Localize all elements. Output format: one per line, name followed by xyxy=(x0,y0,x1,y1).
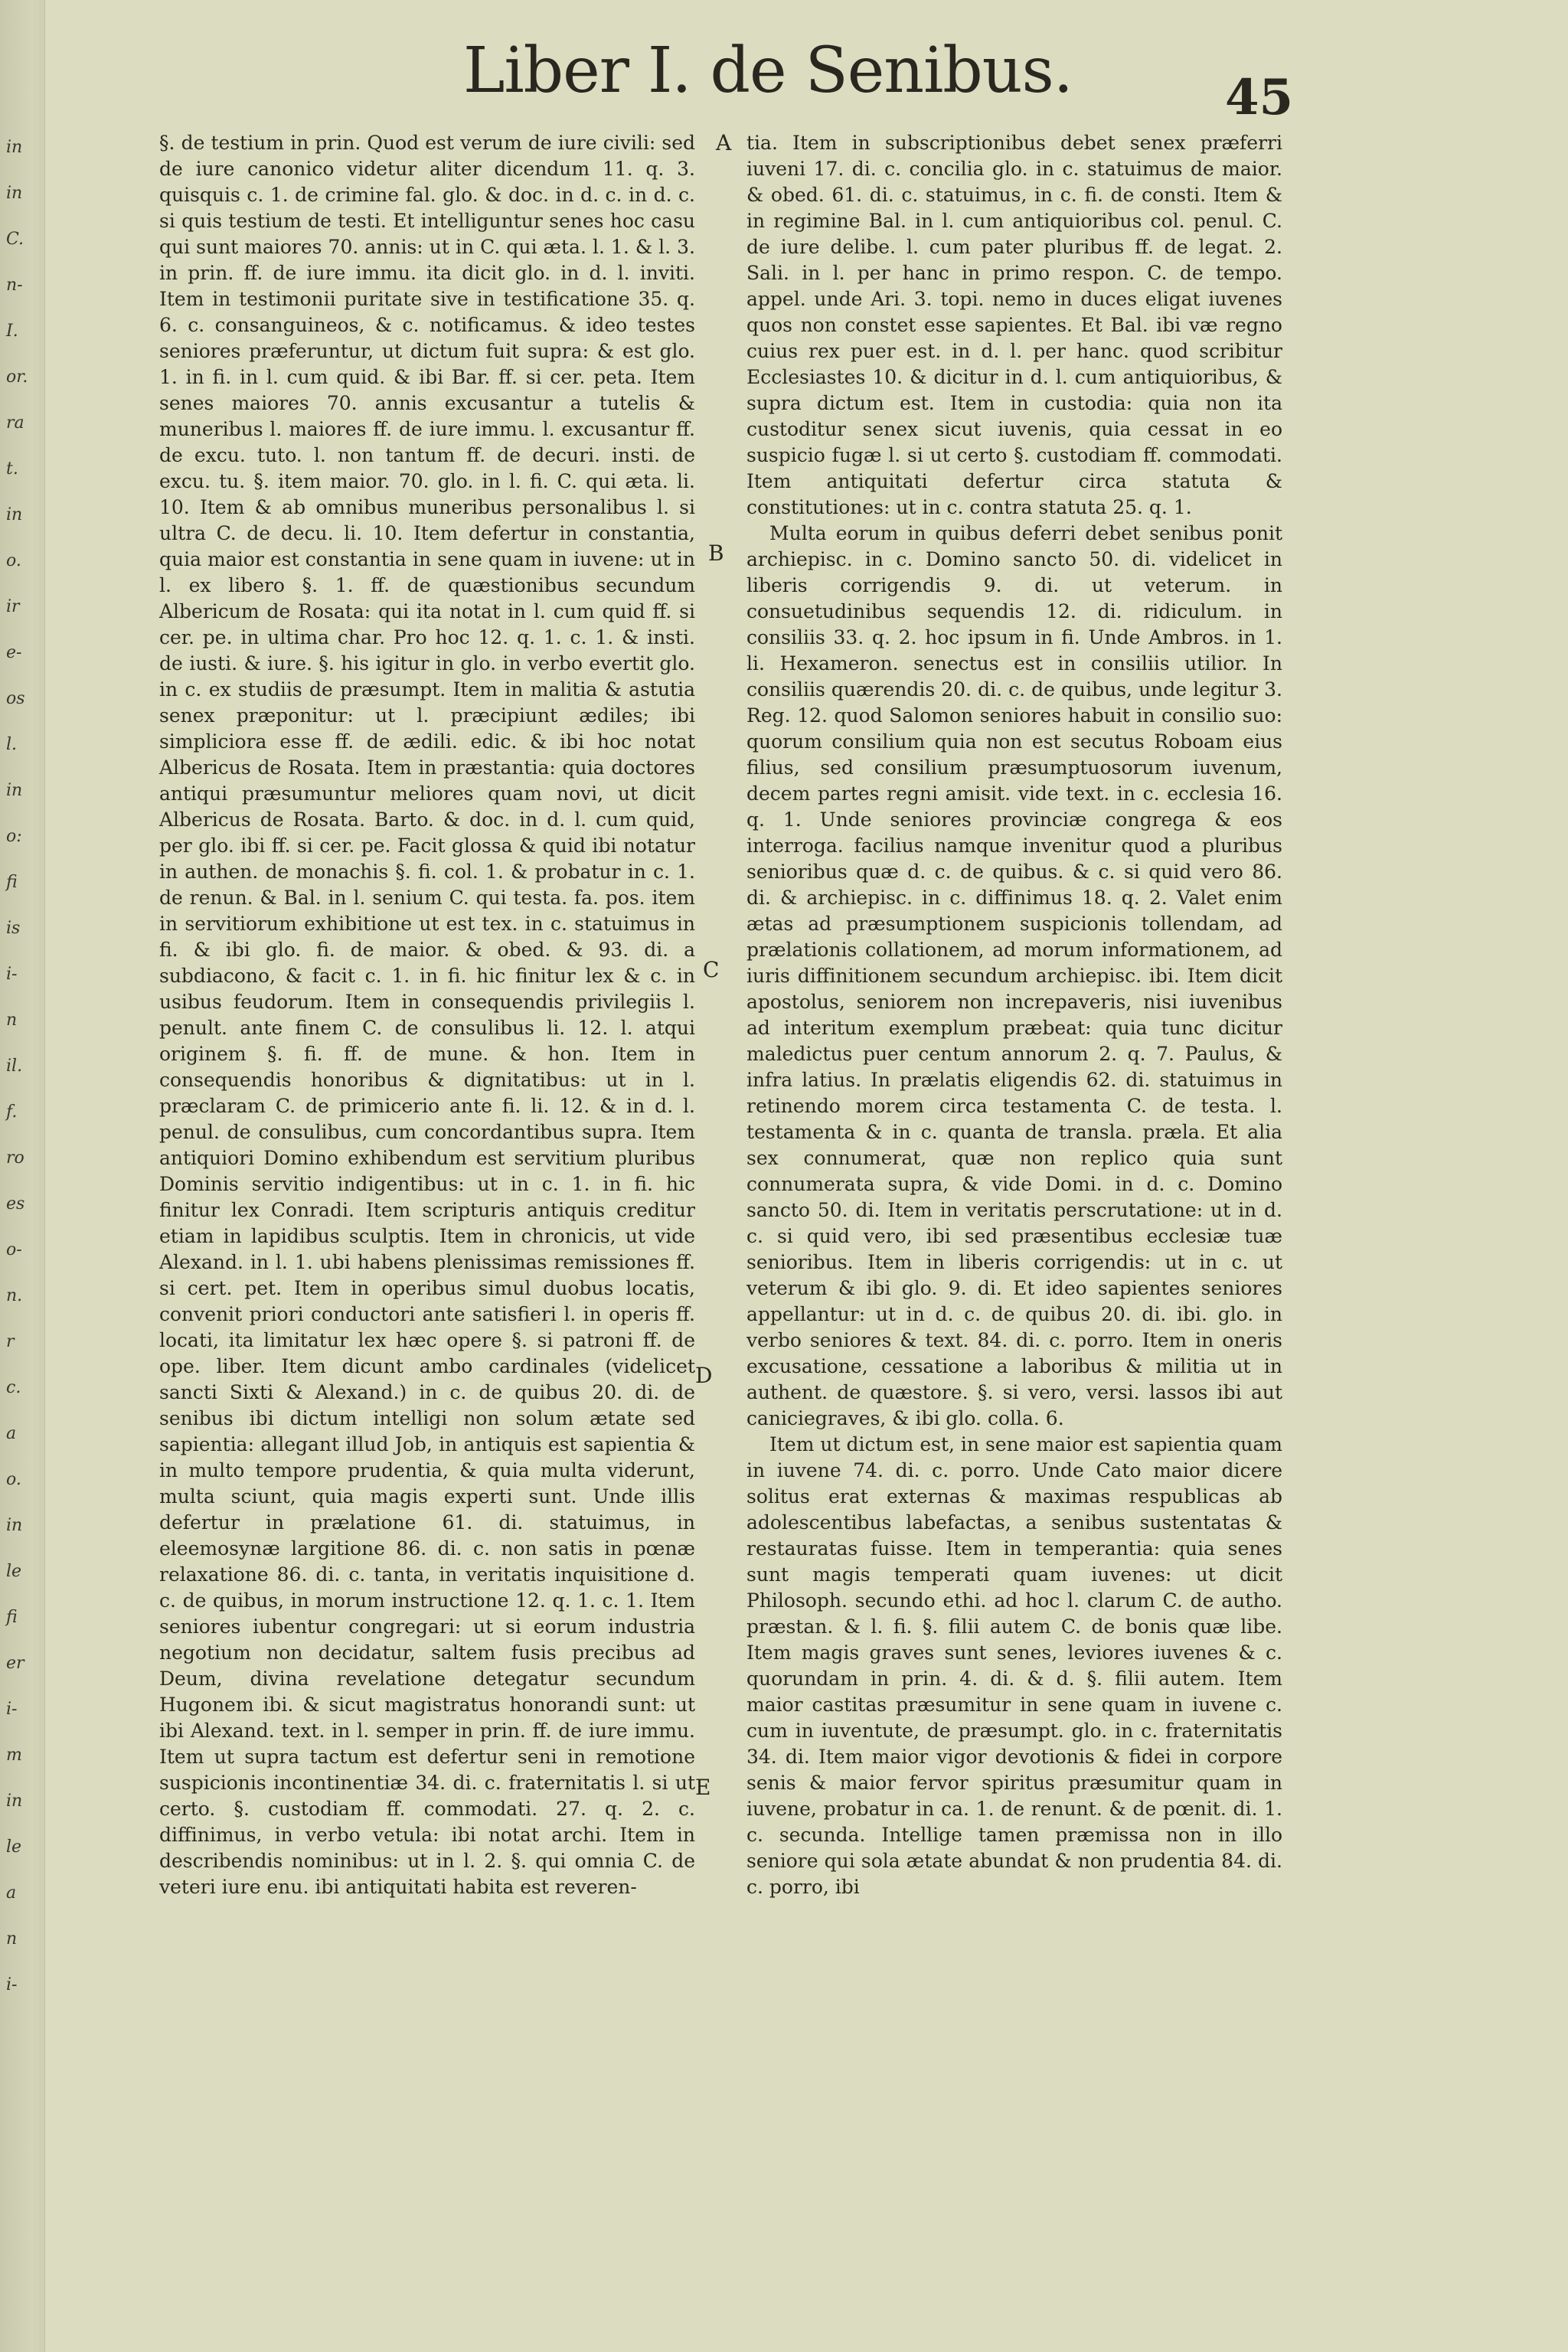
gutter-fragment: in xyxy=(6,1516,23,1535)
left-paragraph-1: §. de testium in prin. Quod est verum de iure civili: sed de iure canonico videtur aliter dicendum 11. q. 3. quisquis c. 1. de crimine fal. glo. & doc. in d. c. in d. c. si quis testium de testi. Et intelliguntur senes hoc casu qui sunt maiores 70. annis: ut in C. qui æta. l. 1. & l. 3. in prin. ff. de iure immu. ita dicit glo. in d. l. inviti. Item in testimonii puritate sive in testificatione 35. q. 6. c. consanguineos, & c. notificamus. & ideo testes seniores præferuntur, ut dictum fuit supra: & est glo. 1. in fi. in l. cum quid. & ibi Bar. ff. si cer. peta. Item senes maiores 70. annis excusantur a tutelis & muneribus l. maiores ff. de iure immu. l. excusantur ff. de excu. tuto. l. non tantum ff. de decuri. insti. de excu. tu. §. item maior. 70. glo. in l. fi. C. qui æta. li. 10. Item & ab omnibus muneribus personalibus l. si ultra C. de decu. li. 10. Item defertur in constantia, quia maior est constantia in sene quam in iuvene: ut in l. ex libero §. 1. ff. de quæstionibus secundum Albericum de Rosata: qui ita notat in l. cum quid ff. si cer. pe. in ultima char. Pro hoc 12. q. 1. c. 1. & insti. de iusti. & iure. §. his igitur in glo. in verbo evertit glo. in c. ex studiis de præsumpt. Item in malitia & astutia senex præponitur: ut l. præcipiunt ædiles; ibi simpliciora esse ff. de ædili. edic. & ibi hoc notat Albericus de Rosata. Item in præstantia: quia doctores antiqui præsumuntur meliores quam novi, ut dicit Albericus de Rosata. Barto. & doc. in d. l. cum quid, per glo. ibi ff. si cer. pe. Facit glossa & quid ibi notatur in authen. de monachis §. fi. col. 1. & probatur in c. 1. de renun. & Bal. in l. senium C. qui testa. fa. pos. item in servitiorum exhibitione ut est tex. in c. statuimus in fi. & ibi glo. fi. de maior. & obed. & 93. di. a subdiacono, & facit c. 1. in fi. hic finitur lex & c. in usibus feudorum. Item in consequendis privilegiis l. penult. ante finem C. de consulibus li. 12. l. atqui originem §. fi. ff. de mune. & hon. Item in consequendis honoribus & dignitatibus: ut in l. præclaram C. de primicerio ante fi. li. 12. & in d. l. penul. de consulibus, cum concordantibus supra. Item antiquiori Domino exhibendum est servitium pluribus Dominis servitio indigentibus: ut in c. 1. in fi. hic finitur lex Conradi. Item scripturis antiquis creditur etiam in lapidibus sculptis. Item in chronicis, ut vide Alexand. in l. 1. ubi habens plenissimas remissiones ff. si cert. pet. Item in operibus simul duobus locatis, convenit priori conductori ante satisfieri l. in operis ff. locati, ita limitatur lex hæc opere §. si patroni ff. de ope. liber. Item dicunt ambo cardinales (videlicet sancti Sixti & Alexand.) in c. de quibus 20. di. de senibus ibi dictum intelligi non solum ætate sed sapientia: allegant illud Job, in antiquis est sapientia & in multo tempore prudentia, & quia multa viderunt, multa sciunt, quia magis experti sunt. Unde illis defertur in prælatione 61. di. statuimus, in eleemosynæ largitione 86. di. c. non satis in pœnæ relaxatione 86. di. c. tanta, in veritatis inquisitione d. c. de quibus, in morum instructione 12. q. 1. c. 1. Item seniores iubentur congregari: ut si eorum industria negotium non decidatur, saltem fusis precibus ad Deum, divina revelatione detegatur secundum Hugonem ibi. & sicut magistratus honorandi sunt: ut ibi Alexand. text. in l. semper in prin. ff. de iure immu. Item ut supra tactum est defertur seni in remotione suspicionis incontinentiæ 34. di. c. fraternitatis l. si ut certo. §. custodiam ff. commodati. 27. q. 2. c. diffinimus, in verbo vetula: ibi notat archi. Item in describendis nominibus: ut in l. 2. §. qui omnia C. de veteri iure enu. ibi antiquitati habita est reveren- xyxy=(159,132,695,1898)
right-paragraph-3: Item ut dictum est, in sene maior est sapientia quam in iuvene 74. di. c. porro. Unde Cato maior dicere solitus erat externas & maximas respublicas ab adolescentibus labefactas, a senibus sustentatas & restauratas fuisse. Item in temperantia: quia senes sunt magis temperati quam iuvenes: ut dicit Philosoph. secundo ethi. ad hoc l. clarum C. de autho. præstan. & l. fi. §. filii autem C. de bonis quæ libe. Item magis graves sunt senes, leviores iuvenes & c. quorundam in prin. 4. di. & d. §. filii autem. Item maior castitas præsumitur in sene quam in iuvene c. cum in iuventute, de præsumpt. glo. in c. fraternitatis 34. di. Item maior vigor devotionis & fidei in corpore senis & maior fervor spiritus præsumitur quam in iuvene, probatur in ca. 1. de renunt. & de pœnit. di. 1. c. secunda. Intellige tamen præmissa non in illo seniore qui sola ætate abundat & non prudentia 84. di. c. porro, ibi xyxy=(746,1433,1282,1898)
gutter-fragment: il. xyxy=(6,1057,23,1076)
adjacent-page-gutter xyxy=(0,0,45,2352)
gutter-fragment: ra xyxy=(6,413,24,433)
section-marker-d: D xyxy=(695,1363,713,1388)
gutter-fragment: er xyxy=(6,1654,24,1673)
section-marker-b: B xyxy=(708,541,724,566)
section-marker-c: C xyxy=(703,957,720,982)
gutter-fragment: e- xyxy=(6,643,22,662)
running-title: Liber I. de Senibus. xyxy=(463,34,1073,107)
gutter-fragment: m xyxy=(6,1746,22,1765)
gutter-fragment: c. xyxy=(6,1378,21,1397)
gutter-fragment: fi xyxy=(6,1608,18,1627)
gutter-fragment: l. xyxy=(6,735,18,754)
section-marker-a: A xyxy=(716,130,732,155)
right-paragraph-2: Multa eorum in quibus deferri debet senibus ponit archiepisc. in c. Domino sancto 50. di. videlicet in liberis corrigendis 9. di. ut veterum. in consuetudinibus sequendis 12. di. ridiculum. in consiliis 33. q. 2. hoc ipsum in fi. Unde Ambros. in 1. li. Hexameron. senectus est in consiliis utilior. In consiliis quærendis 20. di. c. de quibus, unde legitur 3. Reg. 12. quod Salomon seniores habuit in consilio suo: quorum consilium quia non est secutus Roboam eius filius, sed consilium præsumptuosorum iuvenum, decem partes regni amisit. vide text. in c. ecclesia 16. q. 1. Unde seniores provinciæ congrega & eos interroga. facilius namque invenitur quod a pluribus senioribus quæ d. c. de quibus. & c. si quid vero 86. di. & archiepisc. in c. diffinimus 18. q. 2. Valet enim ætas ad præsumptionem suspicionis tollendam, ad prælationis collationem, ad morum informationem, ad iuris diffinitionem secundum archiepisc. ibi. Item dicit apostolus, seniorem non increpaveris, nisi iuvenibus ad interitum exemplum præbeat: quia tunc dicitur maledictus puer centum annorum 2. q. 7. Paulus, & infra latius. In prælatis eligendis 62. di. statuimus in retinendo morem circa testamenta C. de testa. l. testamenta & in c. quanta de transla. præla. Et alia sex connumerat, quæ non replico quia sunt connumerata supra, & vide Domi. in d. c. Domino sancto 50. di. Item in veritatis perscrutatione: ut in d. c. si quid vero, ibi sed præsentibus ecclesiæ tuæ senioribus. Item in liberis corrigendis: ut in c. ut veterum & ibi glo. 9. di. Et ideo sapientes seniores appellantur: ut in d. c. de quibus 20. di. ibi. glo. in verbo seniores & text. 84. di. c. porro. Item in oneris excusatione, cessatione a laboribus & militia ut in authent. de quæstore. §. si vero, versi. lassos ibi aut caniciegraves, & ibi glo. colla. 6. xyxy=(746,522,1282,1429)
gutter-fragment: o. xyxy=(6,1470,21,1489)
gutter-fragment: in xyxy=(6,781,23,800)
gutter-fragment: in xyxy=(6,184,23,203)
gutter-fragment: ir xyxy=(6,597,20,616)
gutter-fragment: i- xyxy=(6,965,18,984)
section-marker-e: E xyxy=(695,1775,711,1800)
gutter-fragment: le xyxy=(6,1838,22,1857)
gutter-fragment: o: xyxy=(6,827,22,846)
gutter-fragment: os xyxy=(6,689,25,708)
gutter-fragment: es xyxy=(6,1194,25,1214)
gutter-fragment: t. xyxy=(6,459,18,479)
gutter-fragment: n xyxy=(6,1929,18,1949)
right-paragraph-1: tia. Item in subscriptionibus debet senex præferri iuveni 17. di. c. concilia glo. in c. statuimus de maior. & obed. 61. di. c. statuimus, in c. fi. de consti. Item & in regimine Bal. in l. cum antiquioribus col. penul. C. de iure delibe. l. cum pater pluribus ff. de legat. 2. Sali. in l. per hanc in primo respon. C. de tempo. appel. unde Ari. 3. topi. nemo in duces eligat iuvenes quos non constet esse sapientes. Et Bal. ibi væ regno cuius rex puer est. in d. l. per hanc. quod scribitur Ecclesiastes 10. & dicitur in d. l. cum antiquioribus, & supra dictum est. Item in custodia: quia non ita custoditur senex sicut iuvenis, quia cessat in eo suspicio fugæ l. si ut certo §. custodiam ff. commodati. Item antiquitati defertur circa statuta & constitutiones: ut in c. contra statuta 25. q. 1. xyxy=(746,132,1282,518)
gutter-fragment: n- xyxy=(6,276,23,295)
left-text-column xyxy=(159,130,695,1900)
gutter-fragment: o- xyxy=(6,1240,22,1259)
gutter-fragment: I. xyxy=(6,322,18,341)
gutter-fragment: le xyxy=(6,1562,22,1581)
gutter-fragment: i- xyxy=(6,1700,18,1719)
gutter-fragment: or. xyxy=(6,368,28,387)
gutter-fragment: n xyxy=(6,1011,18,1030)
gutter-fragment: n. xyxy=(6,1286,23,1305)
gutter-fragment: in xyxy=(6,505,23,524)
gutter-fragment: is xyxy=(6,919,21,938)
gutter-fragment: in xyxy=(6,1792,23,1811)
book-page xyxy=(115,0,1524,2352)
gutter-fragment: i- xyxy=(6,1975,18,1994)
gutter-fragment: a xyxy=(6,1883,17,1903)
gutter-fragment: fi xyxy=(6,873,18,892)
gutter-fragment: r xyxy=(6,1332,15,1351)
gutter-fragment: o. xyxy=(6,551,21,570)
gutter-fragment: ro xyxy=(6,1148,24,1168)
gutter-fragment: C. xyxy=(6,230,24,249)
right-text-column xyxy=(746,130,1282,1900)
gutter-fragment: in xyxy=(6,138,23,157)
gutter-fragment: f. xyxy=(6,1102,18,1122)
gutter-fragment: a xyxy=(6,1424,17,1443)
page-number: 45 xyxy=(1225,69,1294,126)
